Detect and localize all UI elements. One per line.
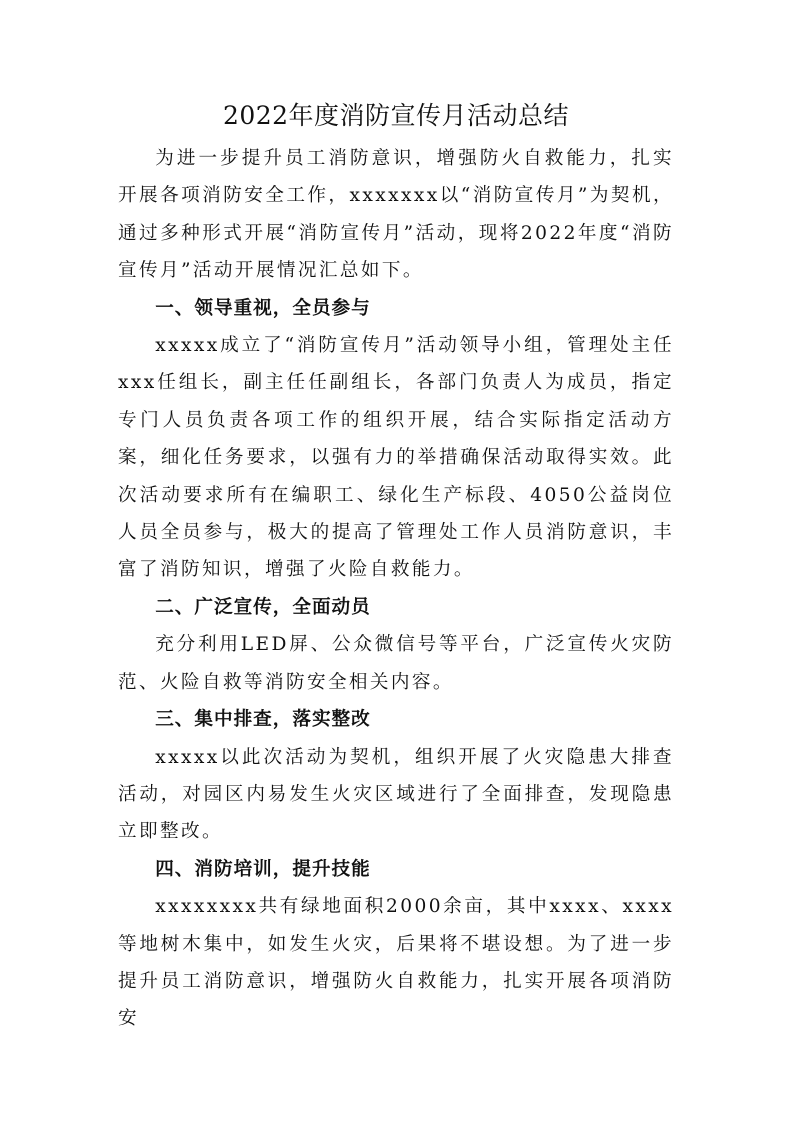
section-heading-1: 一、领导重视，全员参与 xyxy=(155,297,371,319)
section-body-1: xxxxx成立了“消防宣传月”活动领导小组，管理处主任xxx任组长，副主任任副组长，各部门负责人为成员，指定专门人员负责各项工作的组织开展，结合实际指定活动方案，细化任务要求，以强有力的举措确保活动取得实效。此次活动要求所有在编职工、绿化生产标段、4050公益岗位人员全员参与，极大的提高了管理处工作人员消防意识，丰富了消防知识，增强了火险自救能力。 xyxy=(118,335,674,581)
section-body-3: xxxxx以此次活动为契机，组织开展了火灾隐患大排查活动，对园区内易发生火灾区域进行了全面排查，发现隐患立即整改。 xyxy=(118,746,674,843)
section-heading-3: 三、集中排查，落实整改 xyxy=(155,709,371,731)
section-body-2: 充分利用LED屏、公众微信号等平台，广泛宣传火灾防范、火险自救等消防安全相关内容。 xyxy=(118,634,674,693)
document-page xyxy=(118,96,674,1038)
section-heading-2: 二、广泛宣传，全面动员 xyxy=(155,596,371,618)
section-heading-4: 四、消防培训，提升技能 xyxy=(155,858,371,880)
section-body-4: xxxxxxxx共有绿地面积2000余亩，其中xxxx、xxxx等地树木集中，如发生火灾，后果将不堪设想。为了进一步提升员工消防意识，增强防火自救能力，扎实开展各项消防安 xyxy=(118,896,674,1030)
document-title: 2022年度消防宣传月活动总结 xyxy=(222,101,570,130)
intro-paragraph: 为进一步提升员工消防意识，增强防火自救能力，扎实开展各项消防安全工作，xxxxxxx以“消防宣传月”为契机，通过多种形式开展“消防宣传月”活动，现将2022年度“消防宣传月”活动开展情况汇总如下。 xyxy=(118,148,674,282)
